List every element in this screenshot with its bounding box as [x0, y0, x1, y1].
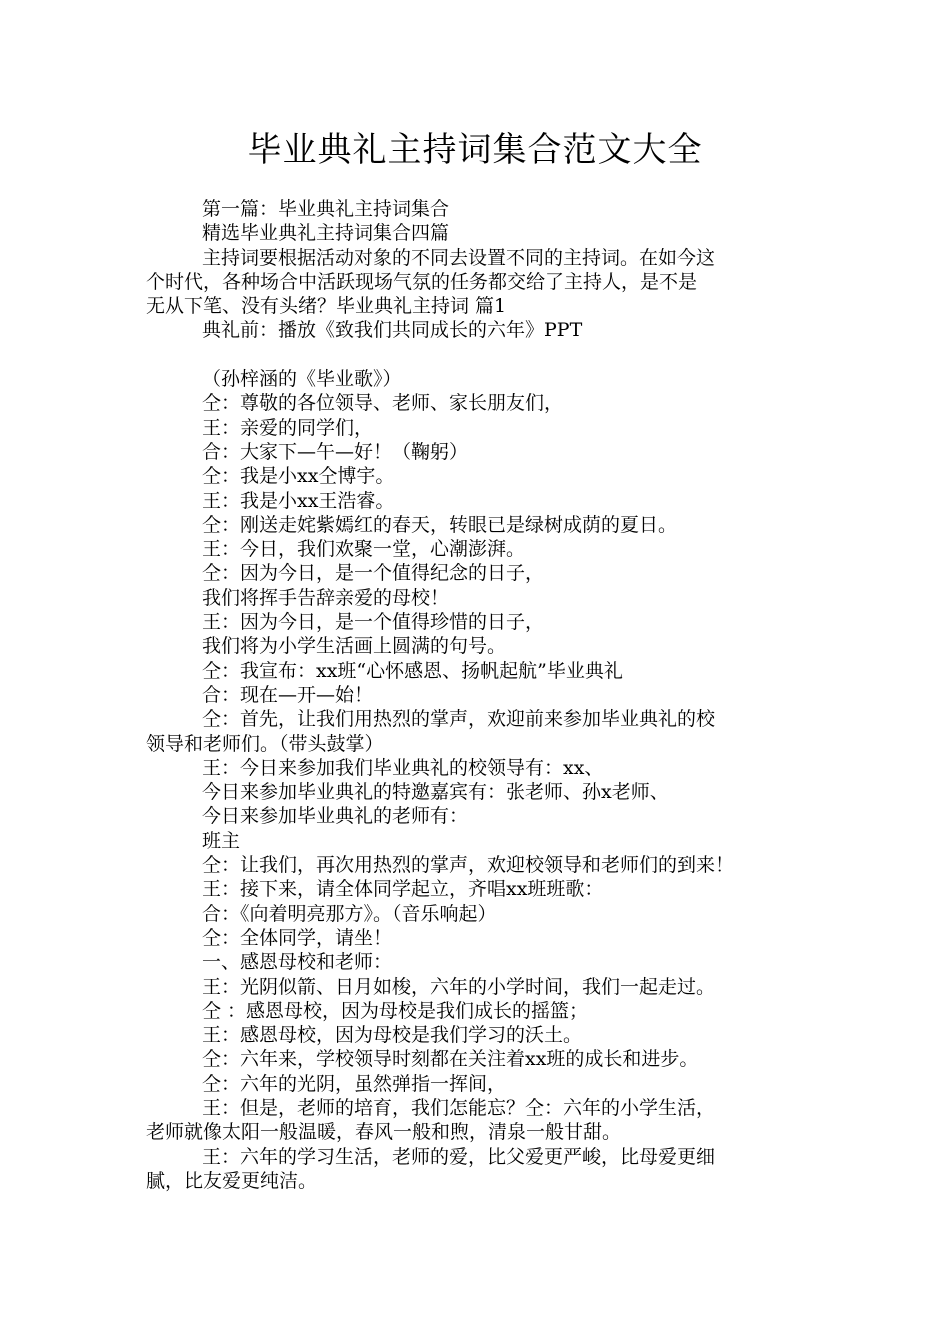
text-line: 仝：我是小xx仝博宇。	[202, 465, 395, 488]
text-line: 个时代，各种场合中活跃现场气氛的任务都交给了主持人，是不是	[146, 270, 698, 293]
text-line: 今日来参加毕业典礼的特邀嘉宾有：张老师、孙x老师、	[202, 781, 669, 804]
text-line: 典礼前：播放《致我们共同成长的六年》PPT	[202, 319, 583, 342]
text-line: 仝：刚送走姹紫嫣红的春天，转眼已是绿树成荫的夏日。	[202, 513, 678, 536]
text-line: 一、感恩母校和老师：	[202, 951, 393, 974]
text-line: 我们将为小学生活画上圆满的句号。	[202, 635, 507, 658]
text-line: 合：《向着明亮那方》。（音乐响起）	[202, 902, 497, 925]
text-line: 仝 ：感恩母校，因为母校是我们成长的摇篮；	[202, 999, 589, 1022]
text-line: 第一篇：毕业典礼主持词集合	[202, 198, 450, 220]
text-line: 今日来参加毕业典礼的老师有：	[202, 805, 469, 828]
text-line: 班主	[202, 829, 241, 852]
blank-line	[146, 343, 816, 367]
text-line: 王：但是，老师的培育，我们怎能忘？仝：六年的小学生活，	[202, 1096, 716, 1119]
text-line: （孙梓涵的《毕业歌》）	[202, 368, 402, 391]
text-line: 领导和老师们。（带头鼓掌）	[146, 732, 384, 755]
text-line: 王：因为今日，是一个值得珍惜的日子，	[202, 611, 545, 634]
text-line: 合：大家下—午—好！（鞠躬）	[202, 440, 469, 463]
text-line: 仝：我宣布：xx班“心怀感恩、扬帆起航”毕业典礼	[202, 659, 623, 682]
text-line: 仝：因为今日，是一个值得纪念的日子，	[202, 562, 545, 585]
text-line: 王：接下来，请全体同学起立，齐唱xx班班歌：	[202, 878, 604, 901]
text-line: 腻，比友爱更纯洁。	[146, 1169, 318, 1192]
text-line: 精选毕业典礼主持词集合四篇	[202, 222, 450, 245]
text-line: 无从下笔、没有头绪？毕业典礼主持词 篇1	[146, 295, 507, 318]
text-line: 王：我是小xx王浩睿。	[202, 489, 395, 512]
text-line: 王：六年的学习生活，老师的爱，比父爱更严峻，比母爱更细	[202, 1145, 716, 1168]
text-line: 仝：让我们，再次用热烈的掌声，欢迎校领导和老师们的到来！	[202, 854, 735, 877]
text-line: 仝：尊敬的各位领导、老师、家长朋友们，	[202, 392, 564, 415]
text-line: 仝：六年的光阴，虽然弹指一挥间，	[202, 1072, 507, 1095]
text-line: 仝：六年来，学校领导时刻都在关注着xx班的成长和进步。	[202, 1048, 699, 1071]
document-title: 毕业典礼主持词集合范文大全	[247, 130, 703, 170]
text-line: 王：亲爱的同学们，	[202, 416, 374, 439]
text-line: 王：今日来参加我们毕业典礼的校领导有：xx、	[202, 756, 604, 779]
text-line: 王：光阴似箭、日月如梭，六年的小学时间，我们一起走过。	[202, 975, 716, 998]
text-line: 仝：首先，让我们用热烈的掌声，欢迎前来参加毕业典礼的校	[202, 708, 716, 731]
text-line: 仝：全体同学，请坐！	[202, 926, 393, 949]
text-line: 老师就像太阳一般温暖，春风一般和煦，清泉一般甘甜。	[146, 1121, 622, 1144]
text-line: 合：现在—开—始！	[202, 683, 374, 706]
text-line: 我们将挥手告辞亲爱的母校！	[202, 586, 450, 609]
text-line: 主持词要根据活动对象的不同去设置不同的主持词。在如今这	[202, 246, 716, 269]
text-line: 王：感恩母校，因为母校是我们学习的沃土。	[202, 1024, 583, 1047]
text-line: 王：今日，我们欢聚一堂，心潮澎湃。	[202, 538, 526, 561]
document-body	[146, 197, 816, 1193]
